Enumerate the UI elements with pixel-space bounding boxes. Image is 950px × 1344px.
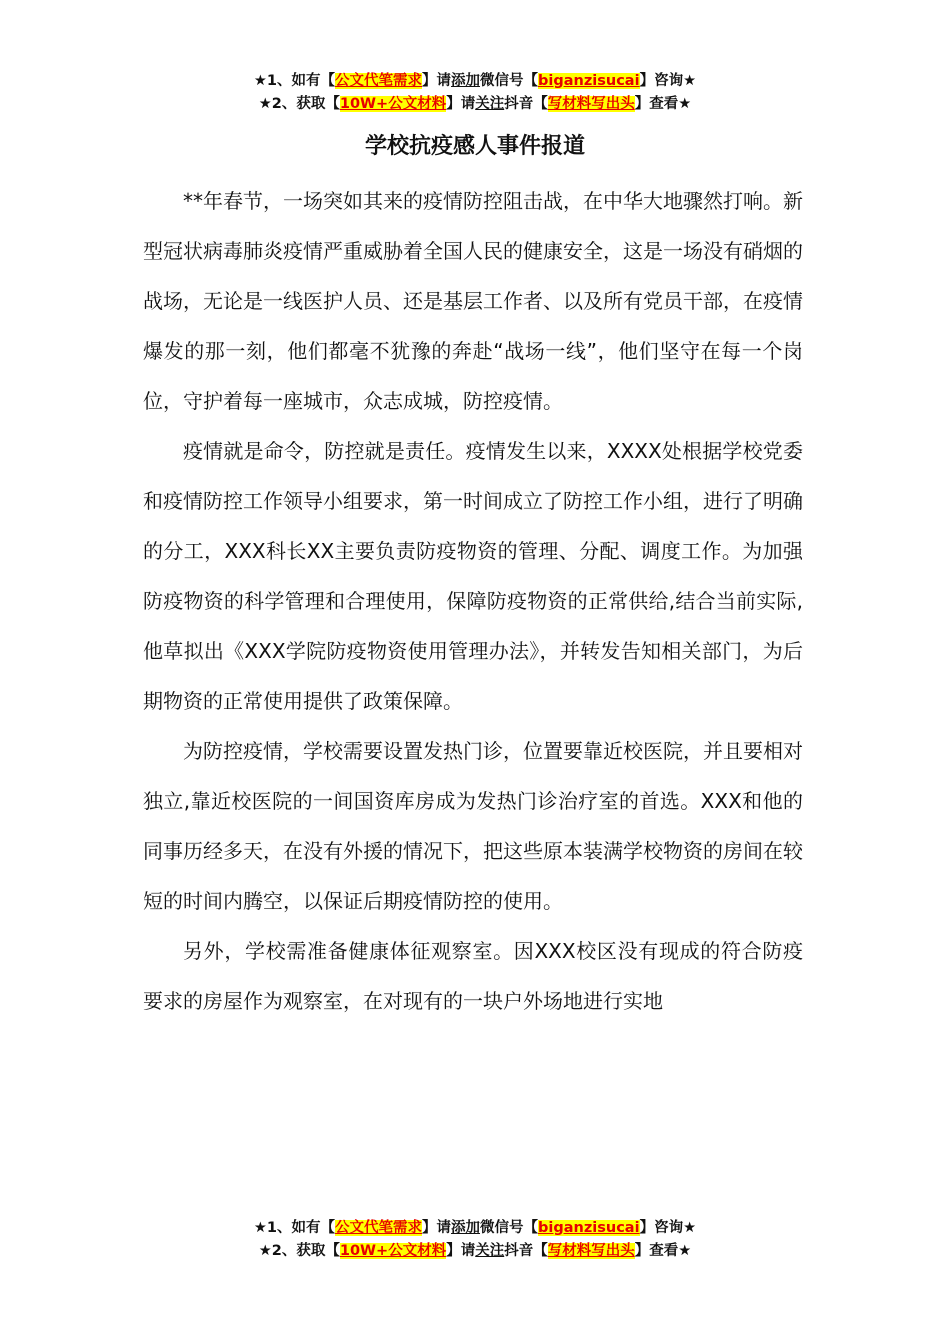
star-icon: ★ — [253, 73, 267, 89]
promo-text: 】查看 — [634, 96, 679, 112]
promo-highlight-wechat-id: biganzisucai — [538, 73, 640, 89]
star-icon: ★ — [258, 1243, 272, 1259]
star-icon: ★ — [678, 1243, 692, 1259]
star-icon: ★ — [253, 1220, 267, 1236]
header-promo-banner — [0, 70, 950, 116]
promo-verb: 添加 — [451, 73, 481, 89]
promo-line-1 — [0, 70, 950, 93]
promo-text: 2、获取【 — [271, 1243, 340, 1259]
promo-text: 】请 — [446, 1243, 476, 1259]
paragraph: **年春节，一场突如其来的疫情防控阻击战，在中华大地骤然打响。新型冠状病毒肺炎疫情严重威胁着全国人民的健康安全，这是一场没有硝烟的战场，无论是一线医护人员、还是基层工作者、以及所有党员干部，在疫情爆发的那一刻，他们都毫不犹豫的奔赴“战场一线”，他们坚守在每一个岗位，守护着每一座城市，众志成城，防控疫情。 — [143, 189, 803, 413]
document-body — [143, 176, 803, 1026]
promo-text: 2、获取【 — [271, 96, 340, 112]
promo-line-2 — [0, 93, 950, 116]
star-icon: ★ — [678, 96, 692, 112]
promo-text: 】请 — [422, 73, 452, 89]
promo-text: 1、如有【 — [266, 73, 336, 89]
promo-text: 】查看 — [634, 1243, 679, 1259]
promo-text: 抖音【 — [504, 1243, 548, 1259]
footer-promo-banner — [0, 1217, 950, 1263]
promo-verb: 添加 — [451, 1220, 481, 1236]
promo-highlight-service: 公文代笔需求 — [335, 1220, 423, 1236]
promo-text: 微信号【 — [480, 73, 539, 89]
star-icon: ★ — [683, 1220, 697, 1236]
promo-highlight-douyin: 写材料写出头 — [547, 96, 635, 112]
promo-verb: 关注 — [475, 1243, 505, 1259]
document-title: 学校抗疫感人事件报道 — [364, 134, 585, 159]
paragraph: 为防控疫情，学校需要设置发热门诊，位置要靠近校医院，并且要相对独立,靠近校医院的一间国资库房成为发热门诊治疗室的首选。XXX和他的同事历经多天，在没有外援的情况下，把这些原本装满学校物资的房间在较短的时间内腾空，以保证后期疫情防控的使用。 — [143, 739, 803, 913]
promo-highlight-douyin: 写材料写出头 — [547, 1243, 635, 1259]
promo-text: 】请 — [446, 96, 476, 112]
promo-text: 1、如有【 — [266, 1220, 336, 1236]
promo-text: 微信号【 — [480, 1220, 539, 1236]
promo-text: 】咨询 — [639, 1220, 684, 1236]
promo-line-1 — [0, 1217, 950, 1240]
promo-verb: 关注 — [475, 96, 505, 112]
promo-highlight-service: 公文代笔需求 — [335, 73, 423, 89]
promo-highlight-wechat-id: biganzisucai — [538, 1220, 640, 1236]
star-icon: ★ — [258, 96, 272, 112]
star-icon: ★ — [683, 73, 697, 89]
promo-text: 抖音【 — [504, 96, 548, 112]
paragraph: 疫情就是命令，防控就是责任。疫情发生以来，XXXX处根据学校党委和疫情防控工作领导小组要求，第一时间成立了防控工作小组，进行了明确的分工，XXX科长XX主要负责防疫物资的管理、分配、调度工作。为加强防疫物资的科学管理和合理使用，保障防疫物资的正常供给,结合当前实际,他草拟出《XXX学院防疫物资使用管理办法》，并转发告知相关部门，为后期物资的正常使用提供了政策保障。 — [143, 439, 803, 713]
promo-highlight-materials: 10W+公文材料 — [339, 96, 447, 112]
promo-highlight-materials: 10W+公文材料 — [339, 1243, 447, 1259]
paragraph: 另外，学校需准备健康体征观察室。因XXX校区没有现成的符合防疫要求的房屋作为观察室，在对现有的一块户外场地进行实地 — [143, 939, 803, 1013]
promo-text: 】请 — [422, 1220, 452, 1236]
promo-line-2 — [0, 1240, 950, 1263]
promo-text: 】咨询 — [639, 73, 684, 89]
